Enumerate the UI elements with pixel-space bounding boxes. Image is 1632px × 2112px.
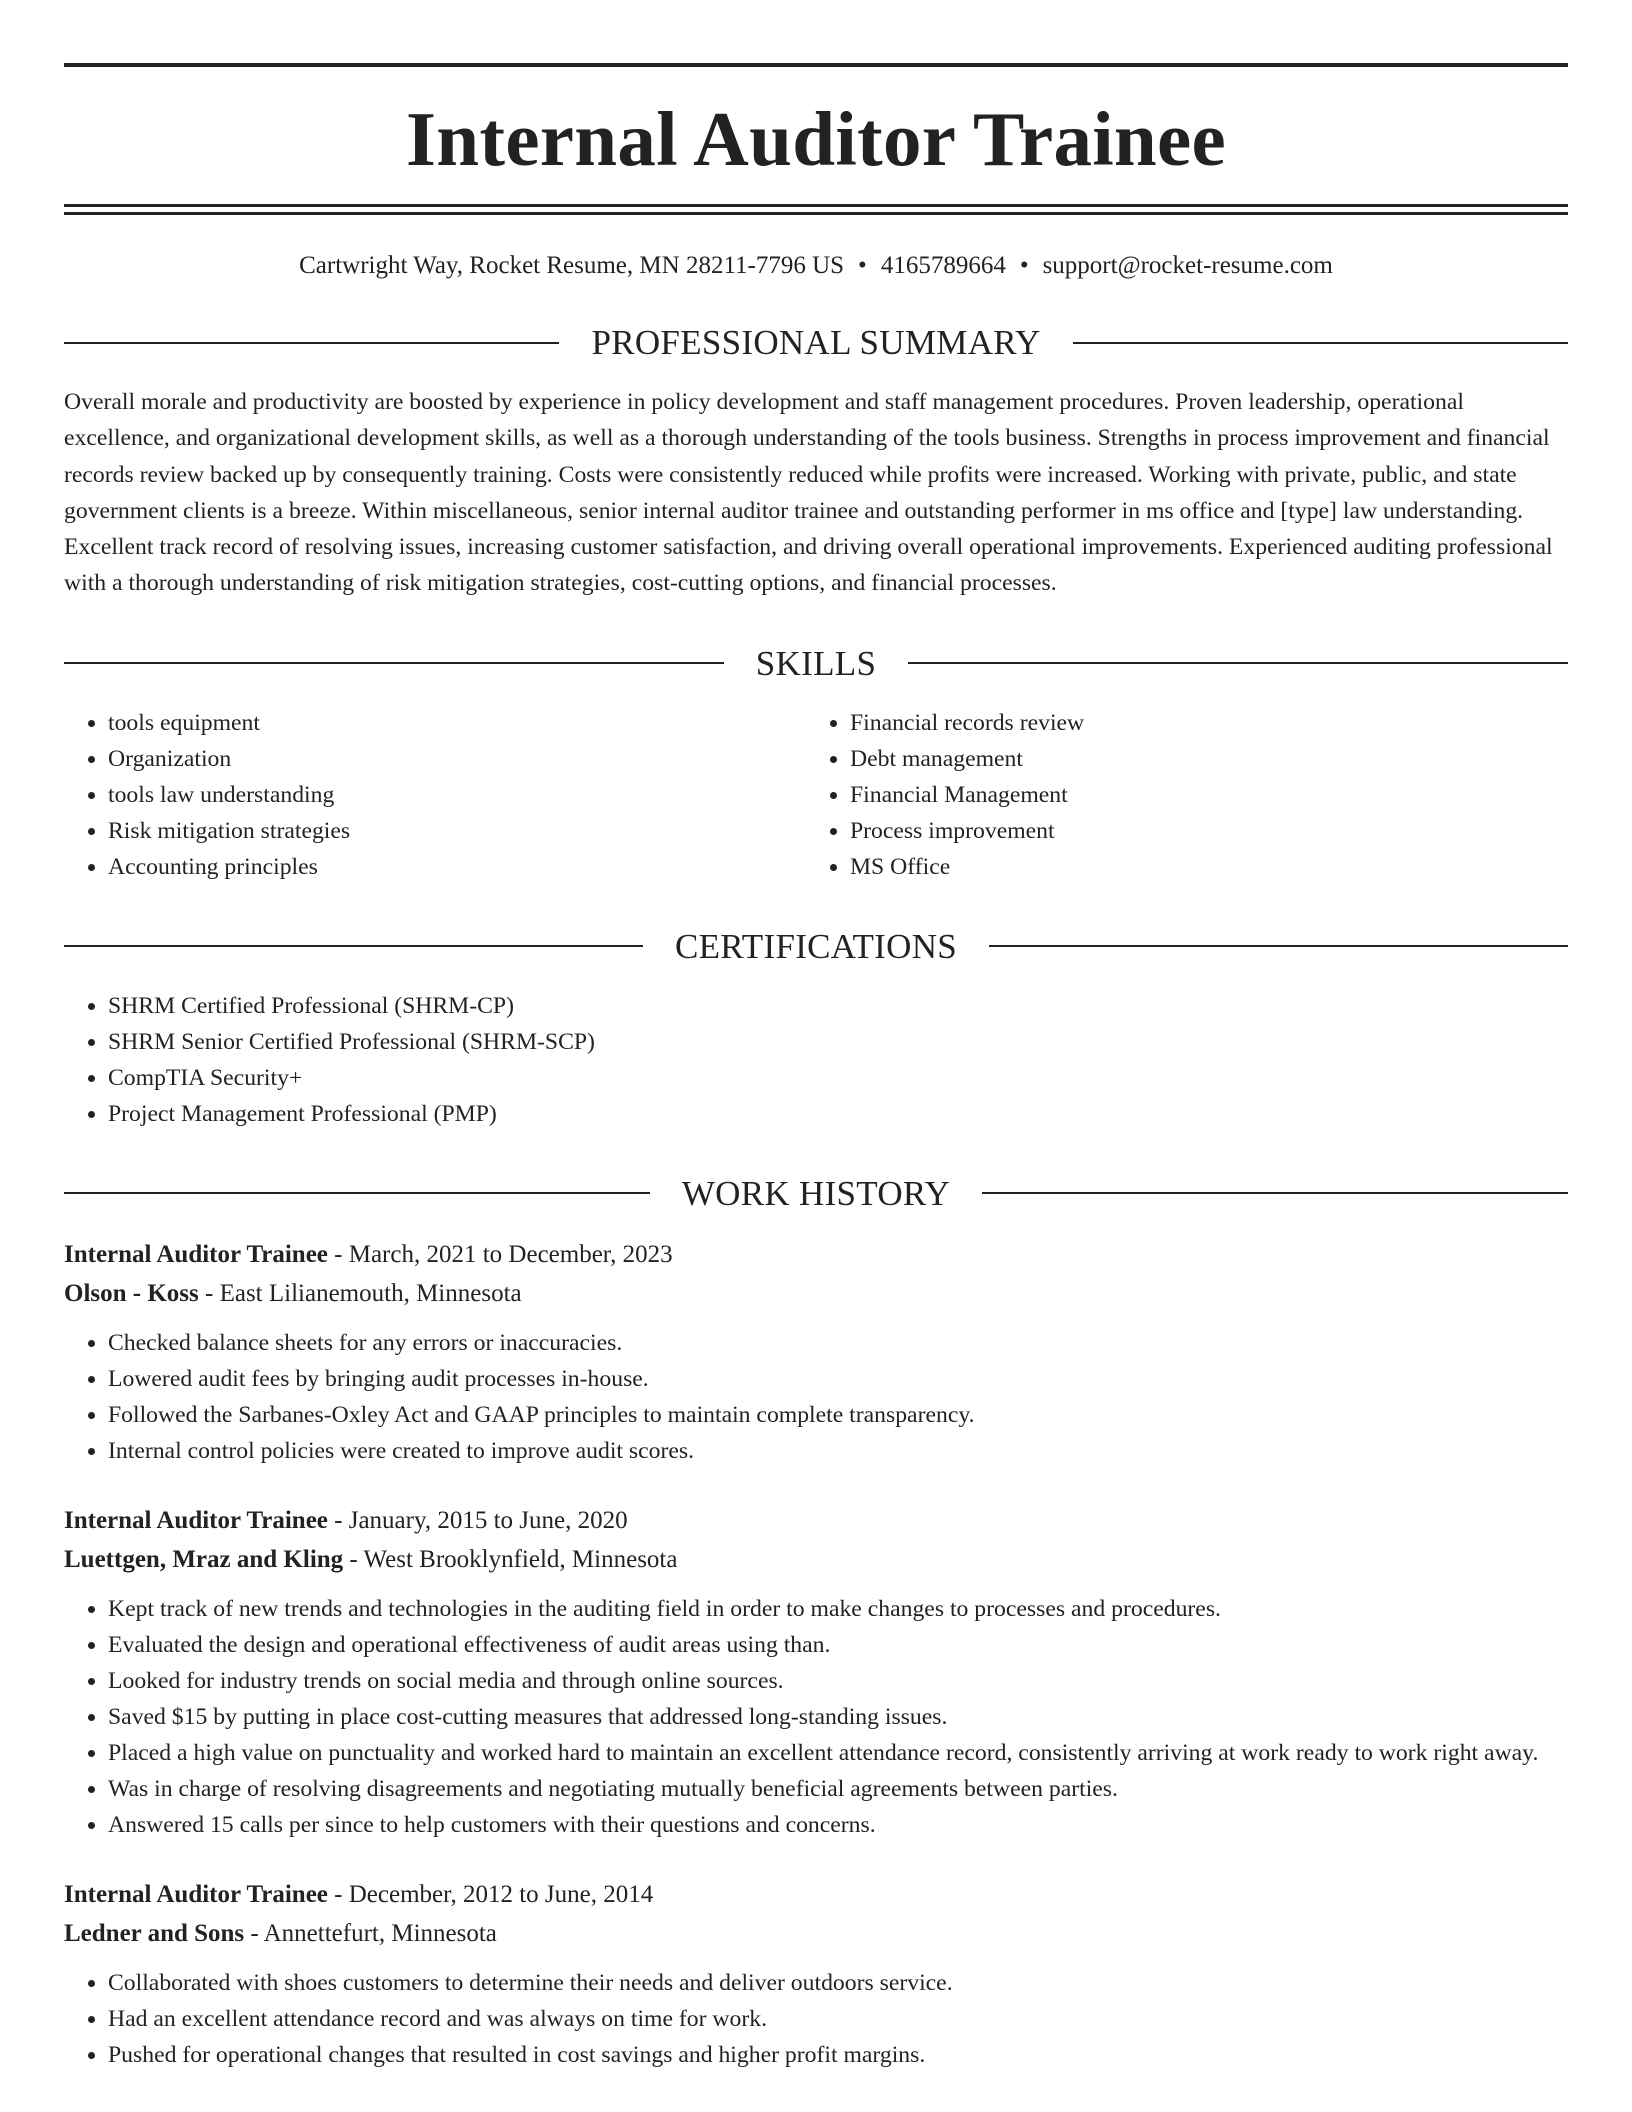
job-dates: - March, 2021 to December, 2023 [327,1240,673,1268]
heading-rule [64,1192,650,1194]
section-heading-work-history [64,1173,1568,1213]
section-heading-summary [64,325,1568,360]
top-rule [64,63,1568,67]
skill-item: • Organization [108,741,806,777]
job-bullet: • Followed the Sarbanes-Oxley Act and GAAP principles to maintain complete transparency. [108,1397,1568,1433]
skill-item: • MS Office [850,849,1548,885]
job-bullet: • Collaborated with shoes customers to determine their needs and deliver outdoors service. [108,1965,1568,2001]
job-location: - Annettefurt, Minnesota [244,1919,497,1947]
job-title: Internal Auditor Trainee [64,1240,328,1268]
job-bullet: • Checked balance sheets for any errors or inaccuracies. [108,1325,1568,1361]
heading-rule [908,662,1568,664]
job-bullet: • Lowered audit fees by bringing audit processes in-house. [108,1361,1568,1397]
summary-paragraph: Overall morale and productivity are boosted by experience in policy development and staff management procedures. Proven leadership, operational excellence, and organizational development skills, as well as a thorough understanding of the tools business. Strengths in process improvement and financial records review backed up by consequently training. Costs were consistently reduced while profits were increased. Working with private, public, and state government clients is a breeze. Within miscellaneous, senior internal auditor trainee and outstanding performer in ms office and [type] law understanding. Excellent track record of resolving issues, increasing customer satisfaction, and driving overall operational improvements. Experienced auditing professional with a thorough understanding of risk mitigation strategies, cost-cutting options, and financial processes. [64,389,1553,597]
job-title-line [64,1875,1568,1914]
contact-line [64,251,1568,281]
section-heading-skills [64,643,1568,683]
job-bullet: • Answered 15 calls per since to help customers with their questions and concerns. [108,1807,1568,1843]
resume-page [64,0,1568,2073]
job-bullet: • Had an excellent attendance record and was always on time for work. [108,2001,1568,2037]
job-entry [64,1235,1568,1469]
contact-separator: • [1019,252,1029,279]
job-location: - East Lilianemouth, Minnesota [198,1279,522,1307]
skills-column-right [806,705,1548,885]
job-dates: - January, 2015 to June, 2020 [327,1506,628,1534]
skill-item: • Process improvement [850,813,1548,849]
job-company-line [64,1274,1568,1313]
job-title: Internal Auditor Trainee [64,1880,328,1908]
heading-rule [64,342,559,344]
job-dates: - December, 2012 to June, 2014 [327,1880,654,1908]
job-bullet: • Looked for industry trends on social media and through online sources. [108,1663,1568,1699]
job-entry [64,1875,1568,2073]
section-title: CERTIFICATIONS [674,926,958,966]
section-title: SKILLS [755,643,877,683]
skill-item: • Debt management [850,741,1548,777]
skill-item: • Financial Management [850,777,1548,813]
job-bullet: • Kept track of new trends and technologies in the auditing field in order to make changes to processes and procedures. [108,1591,1568,1627]
job-bullet: • Placed a high value on punctuality and worked hard to maintain an excellent attendance record, consistently arriving at work ready to work right away. [108,1735,1568,1771]
certification-item: • CompTIA Security+ [108,1060,1568,1096]
job-company: Luettgen, Mraz and Kling [64,1545,344,1573]
contact-separator: • [858,252,867,279]
job-title: Internal Auditor Trainee [64,1506,328,1534]
certification-item: • Project Management Professional (PMP) [108,1096,1568,1132]
job-bullet: • Saved $15 by putting in place cost-cutting measures that addressed long-standing issues. [108,1699,1568,1735]
job-bullets [64,1325,1568,1469]
heading-rule [64,945,643,947]
job-company-line [64,1540,1568,1579]
skill-item: • tools equipment [108,705,806,741]
job-location: - West Brooklynfield, Minnesota [343,1545,678,1573]
job-entry [64,1501,1568,1843]
skills-list [64,705,1568,885]
job-company: Olson - Koss [64,1279,199,1307]
job-company: Ledner and Sons [64,1919,245,1947]
job-title-line [64,1501,1568,1540]
skill-item: • Financial records review [850,705,1548,741]
skill-item: • tools law understanding [108,777,806,813]
title-double-rule [64,204,1568,215]
job-title-line [64,1235,1568,1274]
certification-item: • SHRM Senior Certified Professional (SHRM-SCP) [108,1024,1568,1060]
contact-email: support@rocket-resume.com [1042,252,1333,279]
section-heading-certifications [64,926,1568,966]
contact-address: Cartwright Way, Rocket Resume, MN 28211-7796 US [299,252,845,279]
skill-item: • Risk mitigation strategies [108,813,806,849]
skills-column-left [64,705,806,885]
job-bullet: • Was in charge of resolving disagreements and negotiating mutually beneficial agreements between parties. [108,1771,1568,1807]
heading-rule [989,945,1568,947]
page-title: Internal Auditor Trainee [405,96,1227,182]
section-title: WORK HISTORY [681,1173,951,1213]
heading-rule [1073,342,1568,344]
job-bullets [64,1591,1568,1843]
heading-rule [982,1192,1568,1194]
heading-rule [64,662,724,664]
job-bullets [64,1965,1568,2073]
skill-item: • Accounting principles [108,849,806,885]
certifications-list [64,988,1568,1132]
section-title: PROFESSIONAL SUMMARY [591,323,1041,362]
job-bullet: • Evaluated the design and operational effectiveness of audit areas using than. [108,1627,1568,1663]
job-bullet: • Pushed for operational changes that resulted in cost savings and higher profit margins. [108,2037,1568,2073]
job-bullet: • Internal control policies were created to improve audit scores. [108,1433,1568,1469]
job-company-line [64,1914,1568,1953]
certification-item: • SHRM Certified Professional (SHRM-CP) [108,988,1568,1024]
contact-phone: 4165789664 [880,252,1006,279]
